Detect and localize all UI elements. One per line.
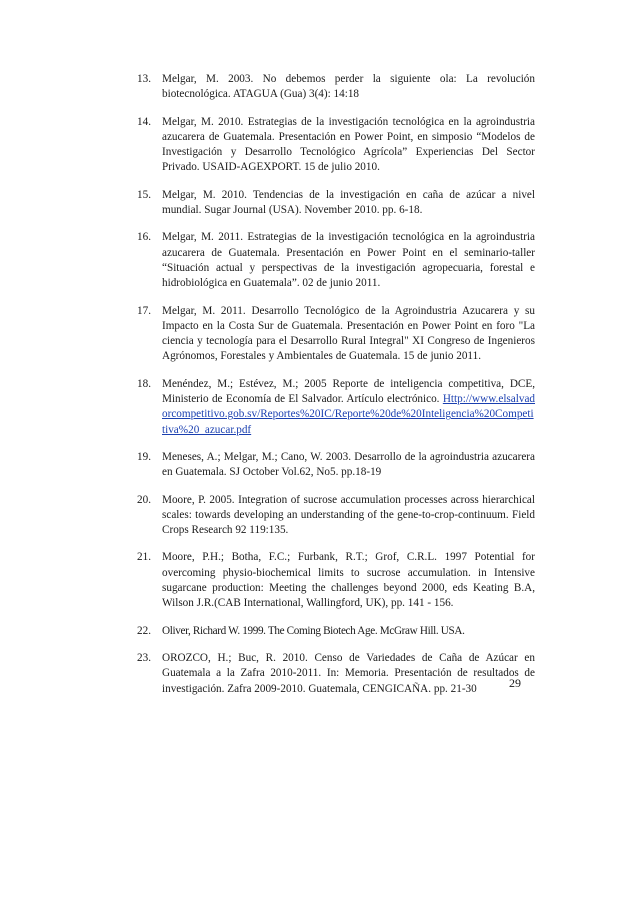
reference-item (137, 230, 535, 291)
reference-number: 18. (137, 377, 151, 390)
page-number: 29 (509, 676, 521, 690)
reference-text: Meneses, A.; Melgar, M.; Cano, W. 2003. Desarrollo de la agroindustria azucarera en Guatemala. SJ October Vol.62, No5. pp.18-19 (162, 450, 535, 479)
reference-number: 19. (137, 450, 151, 463)
reference-number: 14. (137, 115, 151, 128)
reference-number: 17. (137, 304, 151, 317)
reference-text: OROZCO, H.; Buc, R. 2010. Censo de Variedades de Caña de Azúcar en Guatemala a la Zafra 2010-2011. In: Memoria. Presentación de resultados de investigación. Zafra 2009-2010. Guatemala, CENGICAÑA. pp. 21-30 (162, 651, 535, 695)
reference-item (137, 72, 535, 103)
reference-item (137, 624, 535, 639)
reference-text: Melgar, M. 2010. Tendencias de la investigación en caña de azúcar a nivel mundial. Sugar Journal (USA). November 2010. pp. 6-18. (162, 188, 535, 217)
reference-item (137, 450, 535, 481)
reference-text-with-link (162, 377, 535, 438)
reference-text: Melgar, M. 2010. Estrategias de la investigación tecnológica en la agroindustria azucarera de Guatemala. Presentación en Power Point, en simposio “Modelos de Investigación y Desarrollo Tecnológico Agrícola” Experiencias Del Sector Privado. USAID-AGEXPORT. 15 de julio 2010. (162, 115, 535, 174)
reference-item (137, 377, 535, 438)
reference-text: Moore, P.H.; Botha, F.C.; Furbank, R.T.; Grof, C.R.L. 1997 Potential for overcoming physio-biochemical limits to sucrose accumulation. in Intensive sugarcane production: Meeting the challenges beyond 2000, eds Keating B.A, Wilson J.R.(CAB International, Wallingford, UK), pp. 141 - 156. (162, 551, 535, 610)
reference-number: 13. (137, 73, 151, 85)
reference-item (137, 493, 535, 539)
reference-item (137, 115, 535, 176)
reference-text: Menéndez, M.; Estévez, M.; 2005 Reporte de inteligencia competitiva, DCE, Ministerio de Economía de El Salvador. Artículo electrónico. (162, 377, 535, 406)
reference-item (137, 188, 535, 219)
reference-item (137, 550, 535, 611)
reference-number: 22. (137, 624, 151, 637)
reference-number: 16. (137, 231, 151, 244)
reference-url-link[interactable]: Http://www.elsalvadorcompetitivo.gob.sv/Reportes%20IC/Reporte%20de%20Inteligencia%20Competitiva%20_azucar.pdf (162, 393, 536, 436)
reference-number: 15. (137, 188, 151, 201)
reference-item (137, 651, 535, 697)
reference-number: 21. (137, 551, 151, 564)
reference-text: Melgar, M. 2011. Estrategias de la investigación tecnológica en la agroindustria azucarera de Guatemala. Presentación en Power Point en el seminario-taller “Situación actual y perspectivas de la investigación agropecuaria, forestal e hidrobiológica en Guatemala”. 02 de junio 2011. (162, 231, 535, 290)
reference-item (137, 304, 535, 365)
reference-number: 23. (137, 651, 151, 664)
reference-number: 20. (137, 493, 151, 506)
reference-text: Oliver, Richard W. 1999. The Coming Biotech Age. McGraw Hill. USA. (162, 624, 465, 637)
reference-text: Melgar, M. 2011. Desarrollo Tecnológico de la Agroindustria Azucarera y su Impacto en la Costa Sur de Guatemala. Presentación en Power Point en foro "La ciencia y tecnología para el Desarrollo Rural Integral" XI Congreso de Ingenieros Agrónomos, Forestales y Ambientales de Guatemala. 15 de junio 2011. (162, 304, 535, 363)
reference-text: Moore, P. 2005. Integration of sucrose accumulation processes across hierarchical scales: towards developing an understanding of the gene-to-crop-continuum. Field Crops Research 92 119:135. (162, 493, 535, 537)
reference-text: Melgar, M. 2003. No debemos perder la siguiente ola: La revolución biotecnológica. ATAGUA (Gua) 3(4): 14:18 (162, 73, 535, 101)
reference-list (137, 72, 535, 709)
